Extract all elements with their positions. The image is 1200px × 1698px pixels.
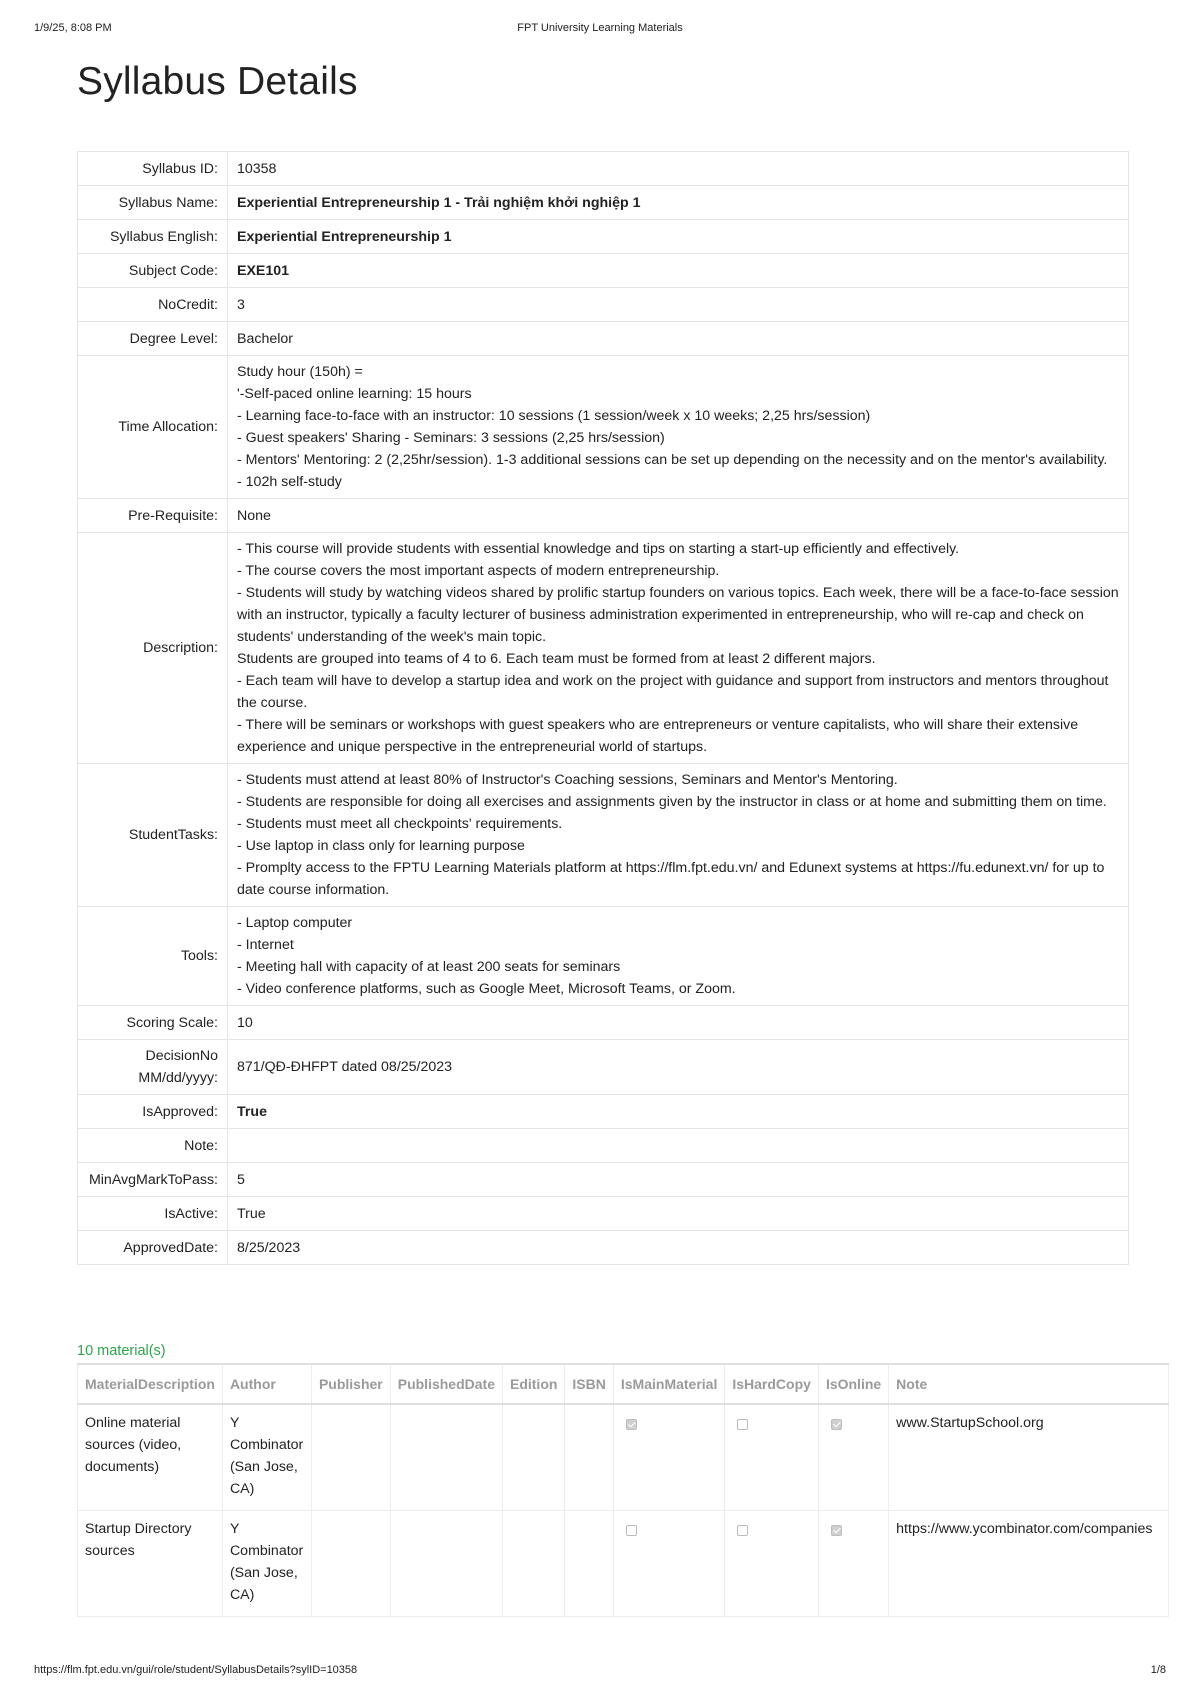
material-is-main-cell (613, 1511, 724, 1617)
print-footer (34, 1664, 1166, 1680)
material-publisher (311, 1404, 390, 1511)
detail-row (78, 356, 1129, 499)
detail-value: 3 (228, 288, 1129, 322)
detail-value (228, 1129, 1129, 1163)
print-datetime: 1/9/25, 8:08 PM (34, 22, 112, 34)
detail-row (78, 152, 1129, 186)
syllabus-details-table (77, 151, 1129, 1265)
detail-value: Experiential Entrepreneurship 1 - Trải nghiệm khởi nghiệp 1 (228, 186, 1129, 220)
detail-label: Subject Code: (78, 254, 228, 288)
checkbox-is-online[interactable] (831, 1525, 842, 1536)
detail-value: Study hour (150h) = '-Self-paced online learning: 15 hours - Learning face-to-face with an instructor: 10 sessions (1 session/week x 10 weeks; 2,25 hrs/session) - Guest speakers' Sharing - Seminars: 3 sessions (2,25 hrs/session) - Mentors' Mentoring: 2 (2,25hr/session). 1-3 additional sessions can be set up depending on the necessity and on the mentor's availability. - 102h self-study (228, 356, 1129, 499)
material-is-online-cell (818, 1511, 888, 1617)
materials-col-ismainmaterial[interactable]: IsMainMaterial (613, 1364, 724, 1404)
material-publisher (311, 1511, 390, 1617)
detail-label: MinAvgMarkToPass: (78, 1163, 228, 1197)
detail-row (78, 1163, 1129, 1197)
detail-row (78, 220, 1129, 254)
print-site-title: FPT University Learning Materials (517, 22, 683, 34)
material-published-date (390, 1511, 502, 1617)
material-description: Online material sources (video, documents) (78, 1404, 223, 1511)
detail-value: 10 (228, 1006, 1129, 1040)
detail-label: IsApproved: (78, 1095, 228, 1129)
detail-value: - This course will provide students with essential knowledge and tips on starting a start-up efficiently and effectively. - The course covers the most important aspects of modern entrepreneurship. - Students will study by watching videos shared by prolific startup founders on various topics. Each week, there will be a face-to-face session with an instructor, typically a faculty lecturer of business administration experimented in entrepreneurship, who will re-cap and check on students' understanding of the week's main topic. Students are grouped into teams of 4 to 6. Each team must be formed from at least 2 different majors. - Each team will have to develop a startup idea and work on the project with guidance and support from instructors and mentors throughout the course. - There will be seminars or workshops with guest speakers who are entrepreneurs or venture capitalists, who will share their extensive experience and unique perspective in the entrepreneurial world of startups. (228, 533, 1129, 764)
detail-value: Bachelor (228, 322, 1129, 356)
print-header (34, 22, 1166, 38)
materials-table (77, 1363, 1169, 1617)
materials-count: 10 material(s) (77, 1343, 166, 1359)
detail-row (78, 533, 1129, 764)
detail-label: Syllabus ID: (78, 152, 228, 186)
detail-label: Degree Level: (78, 322, 228, 356)
materials-col-author[interactable]: Author (222, 1364, 311, 1404)
material-edition (502, 1404, 564, 1511)
page-title: Syllabus Details (77, 60, 358, 103)
detail-row (78, 254, 1129, 288)
detail-row (78, 1095, 1129, 1129)
detail-value: - Students must attend at least 80% of Instructor's Coaching sessions, Seminars and Mentor's Mentoring. - Students are responsible for doing all exercises and assignments given by the instructor in class or at home and submitting them on time. - Students must meet all checkpoints' requirements. - Use laptop in class only for learning purpose - Promplty access to the FPTU Learning Materials platform at https://flm.fpt.edu.vn/ and Edunext systems at https://fu.edunext.vn/ for up to date course information. (228, 764, 1129, 907)
materials-col-isonline[interactable]: IsOnline (818, 1364, 888, 1404)
material-is-main-cell (613, 1404, 724, 1511)
detail-label: Tools: (78, 907, 228, 1006)
material-author: Y Combinator (San Jose, CA) (222, 1404, 311, 1511)
detail-label: Pre-Requisite: (78, 499, 228, 533)
material-edition (502, 1511, 564, 1617)
materials-header-row (78, 1364, 1169, 1404)
detail-value: - Laptop computer - Internet - Meeting hall with capacity of at least 200 seats for seminars - Video conference platforms, such as Google Meet, Microsoft Teams, or Zoom. (228, 907, 1129, 1006)
detail-value: EXE101 (228, 254, 1129, 288)
material-is-online-cell (818, 1404, 888, 1511)
detail-value: Experiential Entrepreneurship 1 (228, 220, 1129, 254)
print-url: https://flm.fpt.edu.vn/gui/role/student/SyllabusDetails?sylID=10358 (34, 1664, 358, 1676)
detail-label: DecisionNo MM/dd/yyyy: (78, 1040, 228, 1095)
material-row (78, 1404, 1169, 1511)
material-row (78, 1511, 1169, 1617)
detail-row (78, 499, 1129, 533)
materials-col-edition[interactable]: Edition (502, 1364, 564, 1404)
detail-label: Description: (78, 533, 228, 764)
detail-label: Syllabus Name: (78, 186, 228, 220)
detail-value: None (228, 499, 1129, 533)
detail-row (78, 1231, 1129, 1265)
detail-label: Syllabus English: (78, 220, 228, 254)
detail-label: Note: (78, 1129, 228, 1163)
checkbox-is-main[interactable] (626, 1525, 637, 1536)
detail-label: Scoring Scale: (78, 1006, 228, 1040)
checkbox-is-online[interactable] (831, 1419, 842, 1430)
detail-row (78, 1040, 1129, 1095)
detail-row (78, 322, 1129, 356)
detail-value: True (228, 1095, 1129, 1129)
material-isbn (565, 1404, 613, 1511)
materials-col-isbn[interactable]: ISBN (565, 1364, 613, 1404)
detail-value: 5 (228, 1163, 1129, 1197)
detail-row (78, 1129, 1129, 1163)
materials-col-materialdescription[interactable]: MaterialDescription (78, 1364, 223, 1404)
detail-row (78, 186, 1129, 220)
checkbox-is-main[interactable] (626, 1419, 637, 1430)
material-published-date (390, 1404, 502, 1511)
detail-row (78, 764, 1129, 907)
material-is-hardcopy-cell (725, 1511, 819, 1617)
detail-row (78, 907, 1129, 1006)
checkbox-is-hardcopy[interactable] (737, 1525, 748, 1536)
print-page-number: 1/8 (1150, 1664, 1166, 1676)
detail-label: StudentTasks: (78, 764, 228, 907)
detail-row (78, 288, 1129, 322)
checkbox-is-hardcopy[interactable] (737, 1419, 748, 1430)
material-note: www.StartupSchool.org (889, 1404, 1169, 1511)
materials-col-ishardcopy[interactable]: IsHardCopy (725, 1364, 819, 1404)
materials-col-publisheddate[interactable]: PublishedDate (390, 1364, 502, 1404)
materials-col-publisher[interactable]: Publisher (311, 1364, 390, 1404)
detail-label: Time Allocation: (78, 356, 228, 499)
detail-row (78, 1197, 1129, 1231)
detail-label: NoCredit: (78, 288, 228, 322)
detail-value: 10358 (228, 152, 1129, 186)
material-description: Startup Directory sources (78, 1511, 223, 1617)
detail-label: ApprovedDate: (78, 1231, 228, 1265)
material-isbn (565, 1511, 613, 1617)
detail-value: 8/25/2023 (228, 1231, 1129, 1265)
material-is-hardcopy-cell (725, 1404, 819, 1511)
detail-value: True (228, 1197, 1129, 1231)
materials-col-note[interactable]: Note (889, 1364, 1169, 1404)
detail-value: 871/QĐ-ĐHFPT dated 08/25/2023 (228, 1040, 1129, 1095)
detail-label: IsActive: (78, 1197, 228, 1231)
material-author: Y Combinator (San Jose, CA) (222, 1511, 311, 1617)
material-note: https://www.ycombinator.com/companies (889, 1511, 1169, 1617)
detail-row (78, 1006, 1129, 1040)
